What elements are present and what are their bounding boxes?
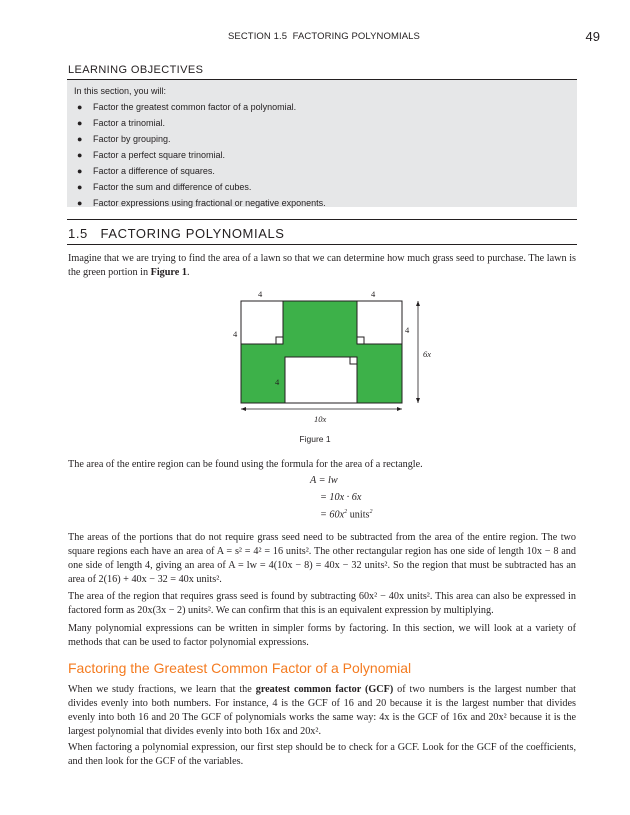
bullet-icon: ●: [77, 134, 83, 144]
intro-end: .: [186, 267, 190, 278]
subheading: Factoring the Greatest Common Factor of a Polynomial: [68, 660, 412, 676]
area-intro-paragraph: The area of the entire region can be found using the formula for the area of a rectangle.: [68, 459, 423, 470]
learning-objectives-intro: In this section, you will:: [74, 86, 167, 96]
arrow-right-icon: [397, 407, 402, 411]
objective-text: Factor by grouping.: [93, 134, 171, 144]
when-paragraph: When factoring a polynomial expression, our first step should be to check for a GCF. Look for the GCF of the coefficients, and then look for the GCF of the variables.: [68, 742, 576, 767]
learning-objectives-title: LEARNING OBJECTIVES: [68, 64, 204, 76]
objective-text: Factor a trinomial.: [93, 118, 166, 128]
arrow-down-icon: [416, 398, 420, 403]
bullet-icon: ●: [77, 182, 83, 192]
gcf-text-a: When we study fractions, we learn that the: [68, 684, 256, 695]
grass-paragraph: The area of the region that requires grass seed is found by subtracting 60x² − 40x units². This area can also be expressed in factored form as 20x(3x − 2) units². We can confirm that this is an equivalent expression by multiplying.: [68, 591, 576, 616]
objective-text: Factor the sum and difference of cubes.: [93, 182, 252, 192]
gcf-text-b: of two numbers is the largest number that divides evenly into both numbers. For instance, 4 is the GCF of 16 and 20 because it is the largest number that divides evenly into both 16 and 20 The GCF of polynomials works the same way: 4x is the GCF of 16x and 20x² because it is the largest polynomial that divides evenly into both 16x and 20x².: [68, 684, 576, 737]
bullet-icon: ●: [77, 198, 83, 208]
objective-text: Factor expressions using fractional or negative exponents.: [93, 198, 326, 208]
bullet-icon: ●: [77, 150, 83, 160]
bullet-icon: ●: [77, 118, 83, 128]
bottom-rectangle: [285, 357, 357, 403]
bullet-icon: ●: [77, 102, 83, 112]
equation-line-3-b: units: [347, 509, 370, 521]
label-left-side: 4: [233, 329, 238, 339]
objective-text: Factor the greatest common factor of a polynomial.: [93, 102, 297, 112]
header-section-title: FACTORING POLYNOMIALS: [292, 31, 420, 42]
objective-text: Factor a perfect square trinomial.: [93, 150, 226, 160]
equation-line-3: [320, 509, 373, 520]
arrow-up-icon: [416, 301, 420, 306]
label-inner: 4: [275, 377, 280, 387]
figure-caption: Figure 1: [299, 434, 331, 444]
equation-line-3-sup: 2: [344, 509, 348, 515]
section-number: 1.5: [68, 226, 88, 241]
figure-reference: Figure 1: [150, 267, 187, 278]
gcf-term: greatest common factor (GCF): [255, 684, 394, 695]
bullet-icon: ●: [77, 166, 83, 176]
top-left-square: [241, 301, 283, 344]
gcf-paragraph: [68, 683, 576, 739]
areas-paragraph: The areas of the portions that do not require grass seed need to be subtracted from the area of the entire region. The two square regions each have an area of A = s² = 4² = 16 units². The other rectangular region has one side of length 10x − 8 and one side of length 4, giving an area of A = lw = 4(10x − 8) = 40x − 32 units². So the region that must be subtracted has an area of 2(16) + 40x − 32 = 40x units².: [68, 532, 576, 585]
equation-line-3-a: = 60x: [320, 509, 345, 521]
intro-text: Imagine that we are trying to find the area of a lawn so that we can determine how much grass seed to purchase. The lawn is the green portion in: [68, 253, 576, 278]
arrow-left-icon: [241, 407, 246, 411]
label-top-left: 4: [258, 289, 263, 299]
page-number: 49: [585, 29, 600, 44]
equation-line-2: = 10x · 6x: [320, 492, 362, 503]
equation-line-1: A = lw: [310, 475, 338, 486]
equation-line-3-sup2: 2: [369, 509, 373, 515]
label-right-side: 4: [405, 325, 410, 335]
header-section-number: SECTION 1.5: [227, 31, 288, 42]
label-top-right: 4: [371, 289, 376, 299]
label-height: 6x: [423, 349, 432, 359]
objective-text: Factor a difference of squares.: [93, 166, 215, 176]
many-paragraph: Many polynomial expressions can be written in simpler forms by factoring. In this section, we will look at a variety of methods that can be used to factor polynomial expressions.: [68, 623, 576, 648]
section-title: FACTORING POLYNOMIALS: [100, 226, 285, 241]
label-width: 10x: [314, 414, 327, 424]
